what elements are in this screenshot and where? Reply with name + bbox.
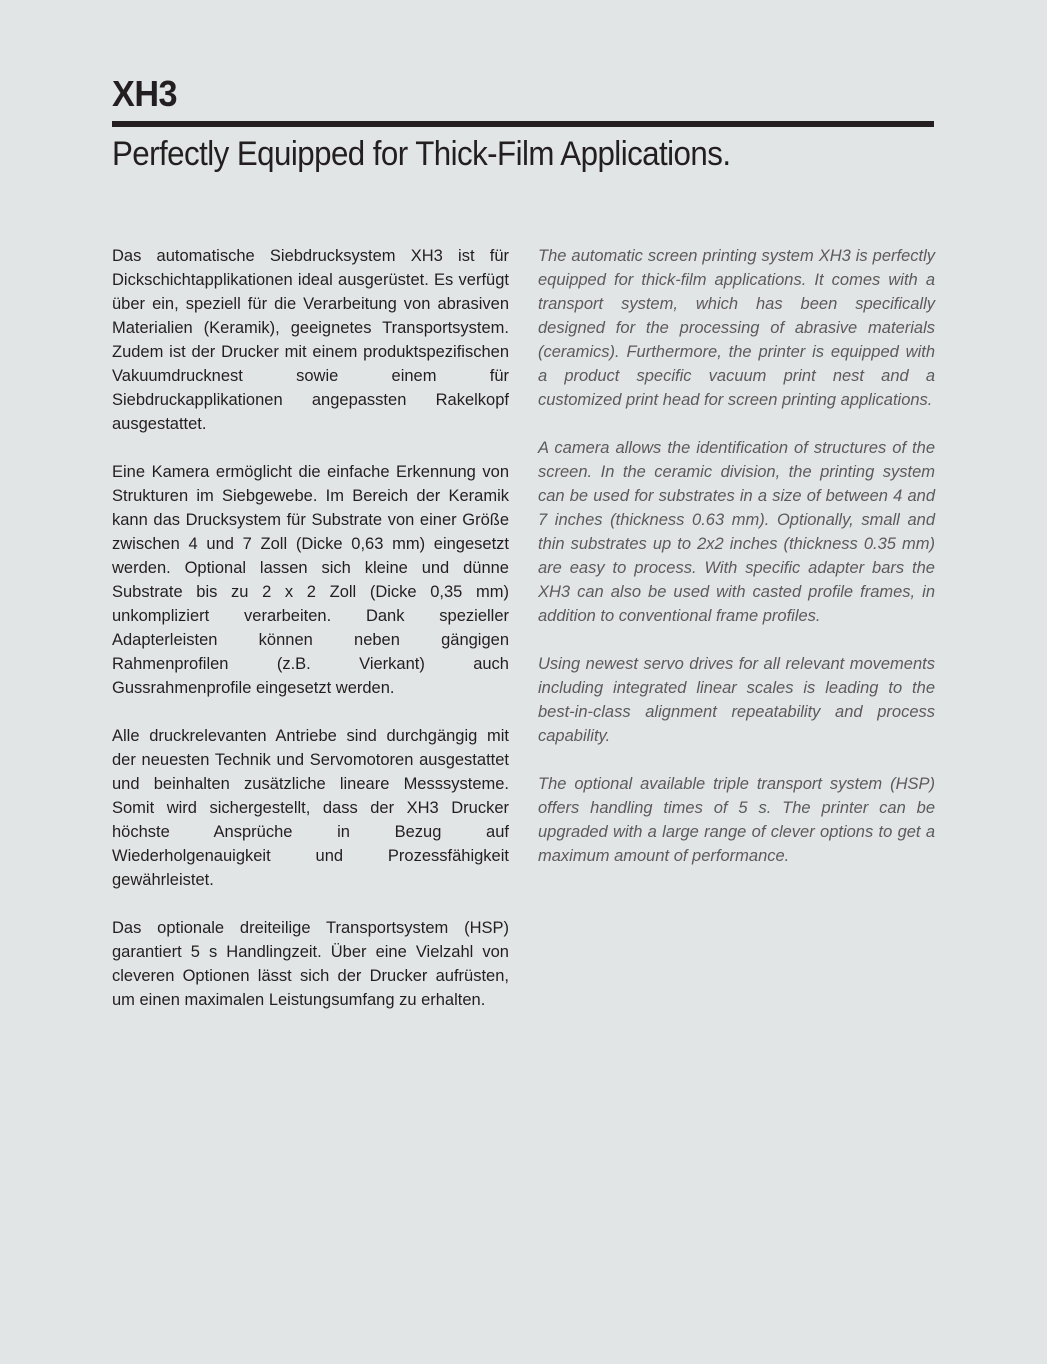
german-column <box>112 244 509 1036</box>
english-paragraph-transport: The optional available triple transport system (HSP) offers handling times of 5 s. The printer can be upgraded with a large range of clever options to get a maximum amount of performance. <box>538 775 935 865</box>
english-column <box>538 244 935 892</box>
german-paragraph-drives: Alle druckrelevanten Antriebe sind durchgängig mit der neuesten Technik und Servomotoren ausgestattet und beinhalten zusätzliche lineare Messsysteme. Somit wird sichergestellt, dass der XH3 Drucker höchste Ansprüche in Bezug auf Wiederholgenauigkeit und Prozessfähigkeit gewährleistet. <box>112 727 509 889</box>
model-title: XH3 <box>112 73 178 114</box>
title-rule <box>112 121 934 127</box>
page-subtitle: Perfectly Equipped for Thick-Film Applications. <box>112 135 731 173</box>
german-paragraph-intro: Das automatische Siebdrucksystem XH3 ist für Dickschichtapplikationen ideal ausgerüstet. Es verfügt über ein, speziell für die Verarbeitung von abrasiven Materialien (Keramik), geeignetes Transportsystem. Zudem ist der Drucker mit einem produktspezifischen Vakuumdrucknest sowie einem für Siebdruckapplikationen angepassten Rakelkopf ausgestattet. <box>112 247 509 433</box>
german-paragraph-camera: Eine Kamera ermöglicht die einfache Erkennung von Strukturen im Siebgewebe. Im Bereich der Keramik kann das Drucksystem für Substrate von einer Größe zwischen 4 und 7 Zoll (Dicke 0,63 mm) eingesetzt werden. Optional lassen sich kleine und dünne Substrate bis zu 2 x 2 Zoll (Dicke 0,35 mm) unkompliziert verarbeiten. Dank spezieller Adapterleisten können neben gängigen Rahmenprofilen (z.B. Vierkant) auch Gussrahmenprofile eingesetzt werden. <box>112 463 509 697</box>
english-paragraph-intro: The automatic screen printing system XH3 is perfectly equipped for thick-film applications. It comes with a transport system, which has been specifically designed for the processing of abrasive materials (ceramics). Furthermore, the printer is equipped with a product specific vacuum print nest and a customized print head for screen printing applications. <box>538 247 935 409</box>
german-paragraph-transport: Das optionale dreiteilige Transportsystem (HSP) garantiert 5 s Handlingzeit. Über eine Vielzahl von cleveren Optionen lässt sich der Drucker aufrüsten, um einen maximalen Leistungsumfang zu erhalten. <box>112 919 509 1009</box>
english-paragraph-camera: A camera allows the identification of structures of the screen. In the ceramic division, the printing system can be used for substrates in a size of between 4 and 7 inches (thickness 0.63 mm). Optionally, small and thin substrates up to 2x2 inches (thickness 0.35 mm) are easy to process. With specific adapter bars the XH3 can also be used with casted profile frames, in addition to conventional frame profiles. <box>538 439 935 625</box>
english-paragraph-drives: Using newest servo drives for all relevant movements including integrated linear scales is leading to the best-in-class alignment repeatability and process capability. <box>538 655 935 745</box>
